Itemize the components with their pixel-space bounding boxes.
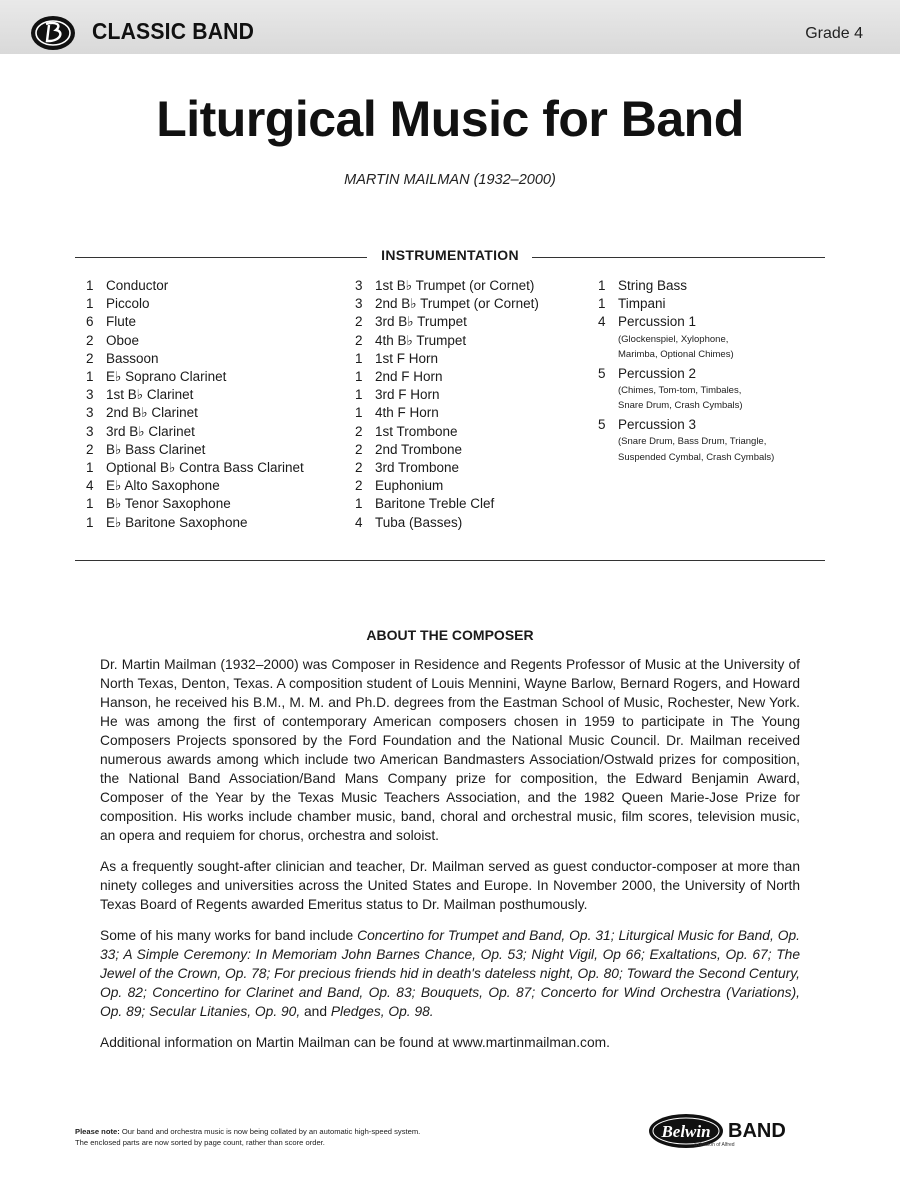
instrument-qty: 1: [355, 387, 363, 403]
instrument-row: [86, 459, 304, 477]
instrument-row: [86, 313, 304, 331]
instrument-qty: 3: [86, 387, 94, 403]
instrument-qty: 1: [355, 496, 363, 512]
instrument-column-3: [598, 277, 774, 467]
instrument-qty: 3: [355, 278, 363, 293]
page-title: Liturgical Music for Band: [156, 91, 744, 147]
instrument-row: [598, 416, 774, 434]
instrument-name: 1st Trombone: [375, 423, 458, 439]
instrument-row: [86, 514, 304, 532]
instrument-row: [355, 495, 539, 513]
instrument-qty: 1: [355, 350, 363, 366]
instrument-name: 4th F Horn: [375, 405, 439, 421]
instrument-name: Bassoon: [106, 350, 159, 366]
instrument-note: [618, 332, 774, 363]
instrument-name: Percussion 3: [618, 416, 697, 432]
instrument-row: [86, 350, 304, 368]
instrument-qty: 1: [355, 369, 363, 385]
grade-label: Grade 4: [805, 25, 863, 42]
instrument-qty: 4: [86, 478, 94, 494]
instrument-row: [355, 477, 539, 495]
instrument-note-line: (Glockenspiel, Xylophone,: [618, 333, 729, 345]
instrument-name: 1st B♭ Clarinet: [106, 387, 194, 403]
instrument-name: Timpani: [618, 296, 666, 312]
instrument-qty: 6: [86, 314, 94, 330]
instrument-qty: 1: [86, 496, 94, 512]
instrument-name: Oboe: [106, 332, 140, 348]
instrument-name: Piccolo: [106, 296, 150, 312]
publisher-sub-label: a division of Alfred: [694, 1142, 735, 1148]
instrument-qty: 2: [86, 441, 94, 457]
instrument-note-line: Snare Drum, Crash Cymbals): [618, 400, 743, 412]
instrument-name: 3rd B♭ Trumpet: [375, 314, 467, 330]
instrument-row: [86, 277, 304, 295]
instrument-row: [86, 441, 304, 459]
instrument-note: [618, 434, 774, 465]
instrument-name: B♭ Bass Clarinet: [106, 441, 206, 457]
instrument-row: [355, 368, 539, 386]
instrument-qty: 2: [355, 460, 363, 476]
instrument-qty: 2: [355, 332, 363, 348]
instrument-qty: 3: [355, 296, 363, 312]
instrument-qty: 2: [355, 423, 363, 439]
instrument-name: 3rd B♭ Clarinet: [106, 423, 195, 439]
about-paragraph-1: Dr. Martin Mailman (1932–2000) was Composer in Residence and Regents Professor of Music at the University of North Texas, Denton, Texas. A composition student of Louis Mennini, Wayne Barlow, Bernard Rogers, and Howard Hanson, he received his B.M., M. M. and Ph.D. degrees from the Eastman School of Music, Rochester, New York. He was among the first of contemporary American composers chosen in 1959 to participate in The Young Composers Projects sponsored by the Ford Foundation and the National Music Council. Dr. Mailman received numerous awards among which include two American Bandmasters Association/Ostwald prizes for composition, the National Band Association/Band Mans Company prize for composition, the Edward Benjamin Award, Composer of the Year by the Texas Music Teachers Association, and the 1982 Queen Marie-Jose Prize for composition. His works include chamber music, band, choral and orchestral music, film scores, television music, an opera and requiem for chorus, orchestra and soloist.: [100, 657, 800, 843]
brand-title: CLASSIC BAND: [92, 18, 255, 44]
instrument-name: Baritone Treble Clef: [375, 496, 495, 512]
instrument-qty: 2: [355, 314, 363, 330]
instrument-row: [86, 423, 304, 441]
instrument-name: 2nd F Horn: [375, 369, 443, 385]
instrument-note-line: Marimba, Optional Chimes): [618, 349, 734, 361]
instrument-note: [618, 383, 774, 414]
instrument-row: [355, 350, 539, 368]
instrument-name: Optional B♭ Contra Bass Clarinet: [106, 460, 304, 476]
instrument-name: 3rd F Horn: [375, 387, 440, 403]
instrument-row: [355, 423, 539, 441]
instrument-qty: 1: [598, 296, 606, 312]
about-paragraph-2: As a frequently sought-after clinician and teacher, Dr. Mailman served as guest conductor-composer at more than ninety colleges and universities across the United States and Europe. In November 2000, the University of North Texas Board of Regents awarded Emeritus status to Dr. Mailman posthumously.: [100, 859, 800, 912]
instrument-name: E♭ Alto Saxophone: [106, 478, 220, 494]
instrument-name: Percussion 2: [618, 365, 697, 381]
instrument-row: [86, 386, 304, 404]
instrument-row: [355, 386, 539, 404]
about-paragraph-3: Some of his many works for band include Concertino for Trumpet and Band, Op. 31; Liturgical Music for Band, Op. 33; A Simple Ceremony: In Memoriam John Barnes Chance, Op. 53; Night Vigil, Op 66; Exaltations, Op. 67; The Jewel of the Crown, Op. 78; For precious friends hid in death's dateless night, Op. 80; Toward the Second Century, Op. 82; Concertino for Clarinet and Band, Op. 83; Bouquets, Op. 87; Concerto for Wind Orchestra (Variations), Op. 89; Secular Litanies, Op. 90, and Pledges, Op. 98.: [100, 928, 800, 1019]
instrument-qty: 2: [86, 350, 94, 366]
instrument-name: E♭ Baritone Saxophone: [106, 514, 248, 530]
footer-note: Please note: Our band and orchestra music is now being collated by an automatic high-speed system. The enclosed parts are now sorted by page count, rather than score order.: [75, 1127, 421, 1147]
instrument-name: String Bass: [618, 278, 688, 293]
instrument-row: [86, 404, 304, 422]
instrument-qty: 5: [598, 365, 606, 381]
instrument-column-2: [355, 277, 539, 532]
instrument-name: 4th B♭ Trumpet: [375, 332, 467, 348]
instrument-name: Euphonium: [375, 478, 444, 494]
instrument-row: [598, 313, 774, 331]
instrument-row: [355, 332, 539, 350]
header-bar: [0, 0, 900, 54]
instrument-note-line: Suspended Cymbal, Crash Cymbals): [618, 451, 775, 463]
about-paragraph-4: Additional information on Martin Mailman can be found at www.martinmailman.com.: [100, 1035, 610, 1050]
instrument-row: [86, 368, 304, 386]
instrument-qty: 3: [86, 405, 94, 421]
instrument-qty: 1: [86, 460, 94, 476]
works-last: Pledges, Op. 98.: [330, 1004, 434, 1019]
classic-band-logo-icon: [30, 12, 76, 52]
instrument-qty: 5: [598, 416, 606, 432]
instrument-qty: 1: [86, 369, 94, 385]
instrument-row: [355, 459, 539, 477]
rule-bottom: [75, 560, 825, 561]
instrument-name: B♭ Tenor Saxophone: [106, 496, 231, 512]
instrument-name: 2nd B♭ Clarinet: [106, 405, 198, 421]
instrument-qty: 1: [86, 514, 94, 530]
instrument-name: 3rd Trombone: [375, 460, 460, 476]
svg-text:Belwin: Belwin: [661, 1122, 711, 1141]
instrument-qty: 1: [86, 278, 94, 293]
instrument-name: 1st B♭ Trumpet (or Cornet): [375, 278, 535, 293]
instrument-row: [86, 295, 304, 313]
publisher-band-label: BAND: [728, 1120, 786, 1142]
instrument-qty: 2: [86, 332, 94, 348]
instrument-qty: 2: [355, 478, 363, 494]
instrument-name: E♭ Soprano Clarinet: [106, 369, 227, 385]
instrument-note-line: (Snare Drum, Bass Drum, Triangle,: [618, 436, 767, 448]
about-heading: ABOUT THE COMPOSER: [366, 627, 534, 643]
instrument-row: [86, 477, 304, 495]
instrument-name: Flute: [106, 314, 137, 330]
instrument-note-line: (Chimes, Tom-tom, Timbales,: [618, 384, 742, 396]
instrument-row: [355, 313, 539, 331]
instrument-row: [355, 277, 539, 295]
instrument-row: [86, 495, 304, 513]
publisher-logo: [648, 1112, 828, 1152]
instrument-row: [355, 295, 539, 313]
instrument-qty: 1: [355, 405, 363, 421]
instrument-row: [355, 404, 539, 422]
instrument-row: [355, 441, 539, 459]
instrument-name: 2nd B♭ Trumpet (or Cornet): [375, 296, 539, 312]
instrument-qty: 2: [355, 441, 363, 457]
about-body: [100, 655, 800, 1064]
instrument-name: Conductor: [106, 278, 169, 293]
instrument-qty: 3: [86, 423, 94, 439]
instrument-name: 1st F Horn: [375, 350, 439, 366]
instrument-name: Percussion 1: [618, 314, 697, 330]
instrument-row: [355, 514, 539, 532]
instrumentation-heading: INSTRUMENTATION: [0, 247, 900, 263]
instrument-name: Tuba (Basses): [375, 514, 463, 530]
instrument-qty: 1: [86, 296, 94, 312]
instrument-column-1: [86, 277, 304, 532]
instrument-name: 2nd Trombone: [375, 441, 463, 457]
instrument-qty: 4: [598, 314, 606, 330]
instrument-row: [86, 332, 304, 350]
instrument-qty: 1: [598, 278, 606, 293]
instrument-row: [598, 277, 774, 295]
composer-line: MARTIN MAILMAN (1932–2000): [344, 172, 556, 188]
works-list: Concertino for Trumpet and Band, Op. 31; Liturgical Music for Band, Op. 33; A Simple Ceremony: In Memoriam John Barnes Chance, Op. 53; Night Vigil, Op 66; Exaltations, Op. 67; The Jewel of the Crown, Op. 78; For precious friends hid in death's dateless night, Op. 80; Toward the Second Century, Op. 82; Concertino for Clarinet and Band, Op. 83; Bouquets, Op. 87; Concerto for Wind Orchestra (Variations), Op. 89; Secular Litanies, Op. 90,: [100, 928, 800, 1019]
instrument-qty: 4: [355, 514, 363, 530]
instrument-row: [598, 365, 774, 383]
instrument-row: [598, 295, 774, 313]
